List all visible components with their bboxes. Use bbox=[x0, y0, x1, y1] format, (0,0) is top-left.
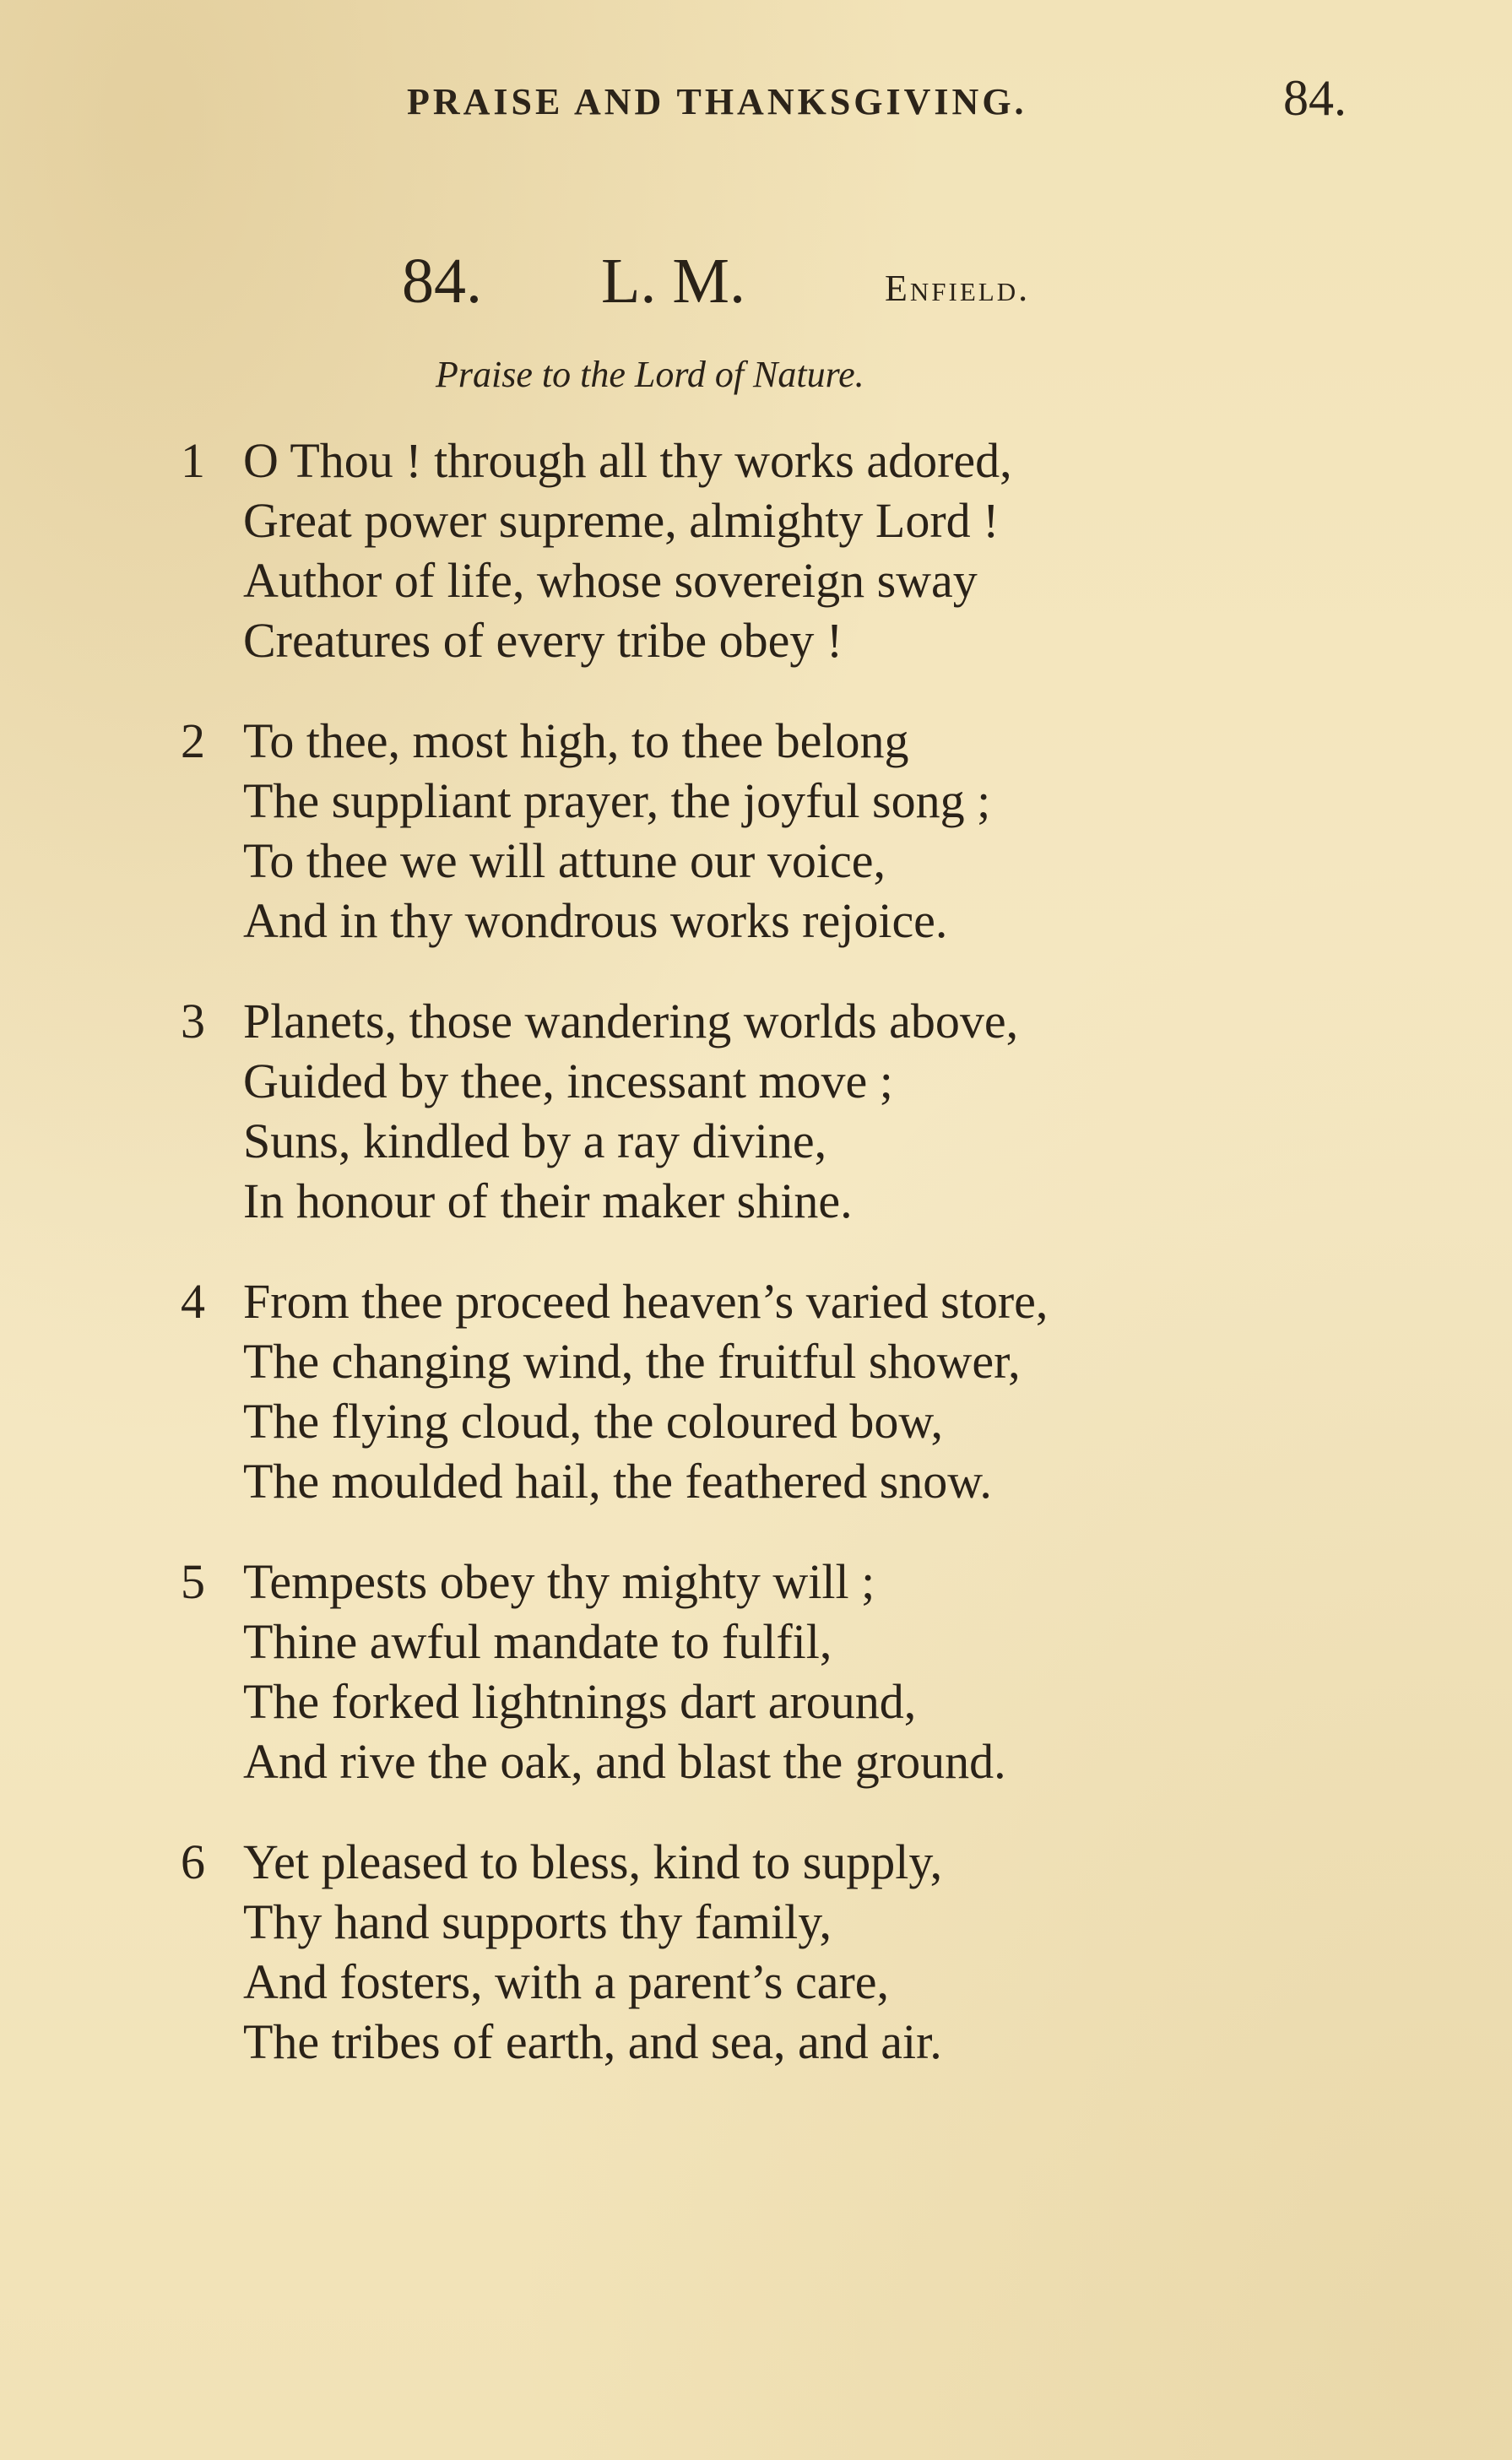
stanzas bbox=[181, 431, 1363, 2112]
verse-line: The forked lightnings dart around, bbox=[243, 1674, 917, 1729]
verse-line: The moulded hail, the feathered snow. bbox=[243, 1454, 992, 1509]
verse-line: In honour of their maker shine. bbox=[243, 1173, 853, 1228]
verse-line: Tempests obey thy mighty will ; bbox=[243, 1554, 875, 1609]
page-number: 84. bbox=[1283, 70, 1347, 126]
verse-line: Suns, kindled by a ray divine, bbox=[243, 1114, 827, 1168]
running-head: PRAISE AND THANKSGIVING. bbox=[407, 81, 1027, 122]
stanza-4 bbox=[181, 1271, 1363, 1511]
hymn-number: 84. bbox=[402, 246, 482, 317]
verse-line: Great power supreme, almighty Lord ! bbox=[243, 493, 1000, 548]
stanza-2 bbox=[181, 711, 1363, 951]
hymn-header bbox=[402, 245, 1246, 317]
verse-line: Thine awful mandate to fulfil, bbox=[243, 1614, 832, 1669]
tune-name: Enfield. bbox=[885, 268, 1031, 309]
verse-line: And fosters, with a parent’s care, bbox=[243, 1954, 890, 2009]
stanza-number: 5 bbox=[181, 1554, 205, 1609]
verse-line: Planets, those wandering worlds above, bbox=[243, 994, 1019, 1048]
hymn-meter: L. M. bbox=[601, 246, 745, 317]
stanza-number: 3 bbox=[181, 994, 205, 1048]
verse-line: To thee we will attune our voice, bbox=[243, 833, 886, 888]
verse-line: Yet pleased to bless, kind to supply, bbox=[243, 1834, 943, 1889]
stanza-5 bbox=[181, 1552, 1363, 1791]
stanza-number: 2 bbox=[181, 713, 205, 768]
verse-line: Thy hand supports thy family, bbox=[243, 1894, 832, 1949]
verse-line: Author of life, whose sovereign sway bbox=[243, 553, 978, 608]
verse-line: O Thou ! through all thy works adored, bbox=[243, 433, 1012, 488]
verse-line: Creatures of every tribe obey ! bbox=[243, 613, 843, 668]
stanza-number: 4 bbox=[181, 1274, 205, 1329]
stanza-number: 1 bbox=[181, 433, 205, 488]
verse-line: To thee, most high, to thee belong bbox=[243, 713, 909, 768]
verse-line: And in thy wondrous works rejoice. bbox=[243, 893, 948, 948]
verse-line: Guided by thee, incessant move ; bbox=[243, 1054, 893, 1108]
stanza-3 bbox=[181, 991, 1363, 1231]
stanza-6 bbox=[181, 1832, 1363, 2072]
hymn-subtitle: Praise to the Lord of Nature. bbox=[436, 354, 864, 395]
stanza-1 bbox=[181, 431, 1363, 670]
verse-line: And rive the oak, and blast the ground. bbox=[243, 1734, 1006, 1789]
stanza-number: 6 bbox=[181, 1834, 205, 1889]
verse-line: The changing wind, the fruitful shower, bbox=[243, 1334, 1021, 1389]
verse-line: The tribes of earth, and sea, and air. bbox=[243, 2014, 942, 2069]
verse-line: From thee proceed heaven’s varied store, bbox=[243, 1274, 1049, 1329]
verse-line: The flying cloud, the coloured bow, bbox=[243, 1394, 943, 1449]
verse-line: The suppliant prayer, the joyful song ; bbox=[243, 773, 991, 828]
